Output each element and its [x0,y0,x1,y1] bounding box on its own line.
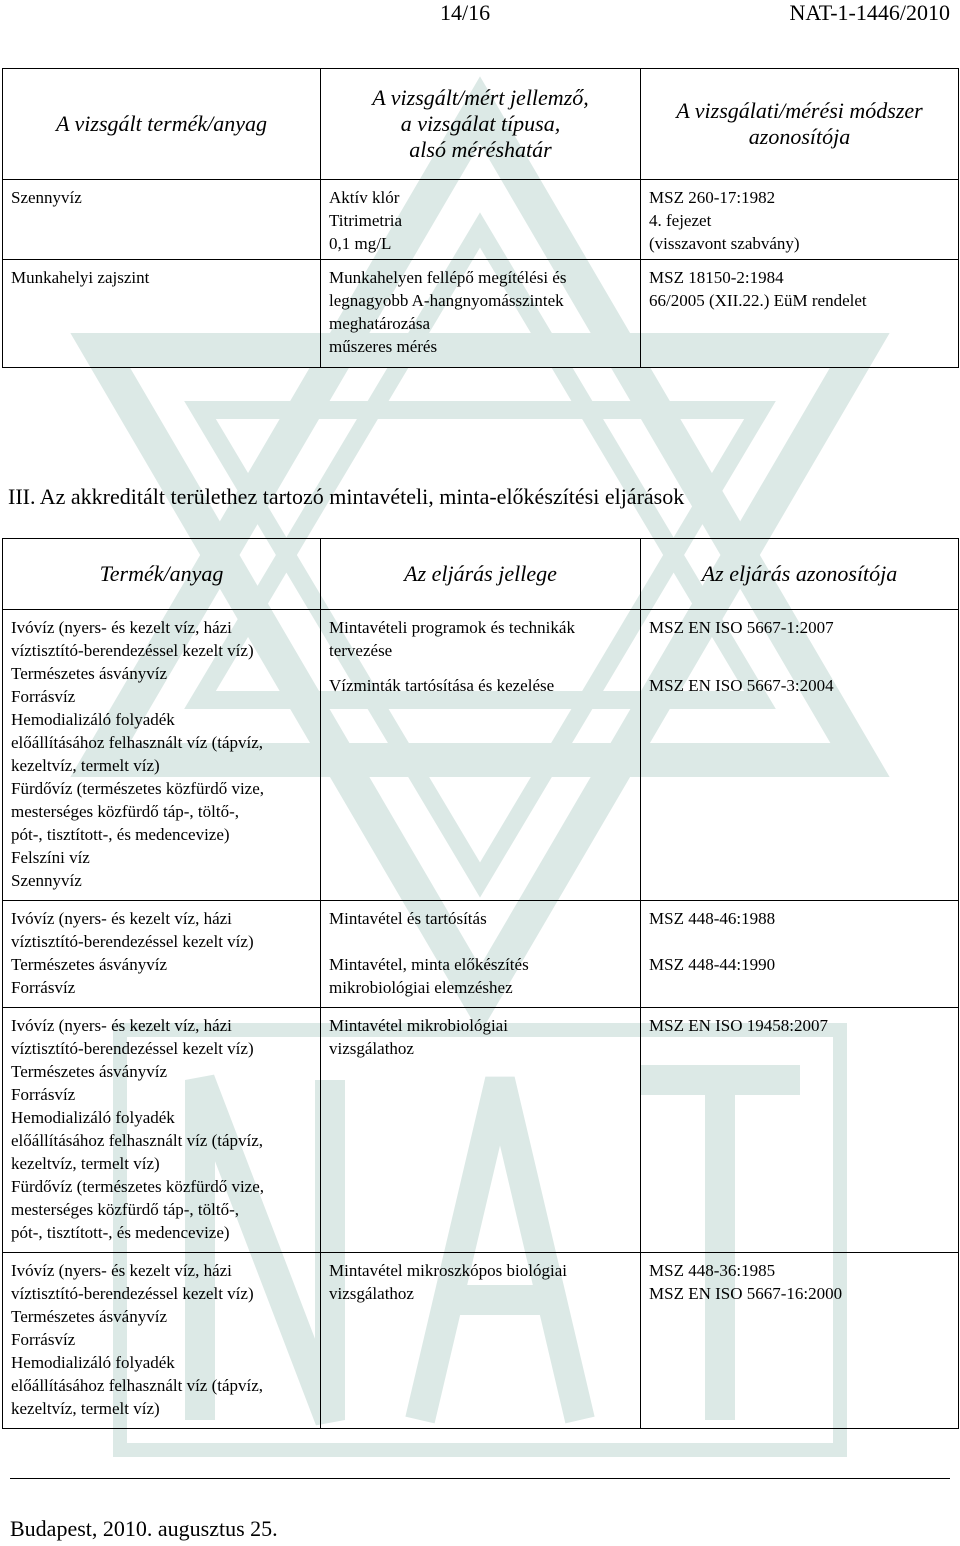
header-procedure-id: Az eljárás azonosítója [641,539,959,610]
table-row: Munkahelyi zajszint Munkahelyen fellépő megítélési és legnagyobb A-hangnyomásszintek meghatározása műszeres mérés MSZ 18150-2:1984 66/2005 (XII.22.) EüM rendelet [3,260,959,368]
header-feature: A vizsgált/mért jellemző, a vizsgálat típusa, alsó méréshatár [321,69,641,180]
footer-divider [10,1478,950,1479]
header-product: A vizsgált termék/anyag [3,69,321,180]
section-title: III. Az akkreditált területhez tartozó mintavételi, minta-előkészítési eljárások [8,484,685,509]
sampling-procedures-table [2,538,959,1429]
header-method: A vizsgálati/mérési módszer azonosítója [641,69,959,180]
document-id: NAT-1-1446/2010 [789,0,950,25]
page-number: 14/16 [440,0,491,25]
table-row: Ivóvíz (nyers- és kezelt víz, házi víztisztító-berendezéssel kezelt víz) Természetes ásványvíz Forrásvíz Hemodializáló folyadék előállításához felhasznált víz (tápvíz, kezeltvíz, termelt víz) Fürdővíz (természetes közfürdő vize, mesterséges közfürdő táp-, töltő-, pót-, tisztított-, és medencevize) Mintavétel mikrobiológiai vizsgálathoz MSZ EN ISO 19458:2007 [3,1008,959,1253]
header-product: Termék/anyag [3,539,321,610]
footer-date: Budapest, 2010. augusztus 25. [10,1516,278,1541]
table-row: Ivóvíz (nyers- és kezelt víz, házi víztisztító-berendezéssel kezelt víz) Természetes ásványvíz Forrásvíz Hemodializáló folyadék előállításához felhasznált víz (tápvíz, kezeltvíz, termelt víz) Mintavétel mikroszkópos biológiai vizsgálathoz MSZ 448-36:1985 MSZ EN ISO 5667-16:2000 [3,1253,959,1429]
test-methods-table [2,68,959,368]
table-row: Ivóvíz (nyers- és kezelt víz, házi víztisztító-berendezéssel kezelt víz) Természetes ásványvíz Forrásvíz Mintavétel és tartósítás Mintavétel, minta előkészítés mikrobiológiai elemzéshez MSZ 448-46:1988 MSZ 448-44:1990 [3,901,959,1008]
table-header-row [3,69,959,180]
table-row: Ivóvíz (nyers- és kezelt víz, házi víztisztító-berendezéssel kezelt víz) Természetes ásványvíz Forrásvíz Hemodializáló folyadék előállításához felhasznált víz (tápvíz, kezeltvíz, termelt víz) Fürdővíz (természetes közfürdő vize, mesterséges közfürdő táp-, töltő-, pót-, tisztított-, és medencevize) Felszíni víz Szennyvíz Mintavételi programok és technikák tervezése Vízminták tartósítása és kezelése MSZ EN ISO 5667-1:2007 MSZ EN ISO 5667-3:2004 [3,610,959,901]
table-row: Szennyvíz Aktív klór Titrimetria 0,1 mg/L MSZ 260-17:1982 4. fejezet (visszavont szabvány) [3,180,959,260]
table-header-row [3,539,959,610]
header-procedure: Az eljárás jellege [321,539,641,610]
